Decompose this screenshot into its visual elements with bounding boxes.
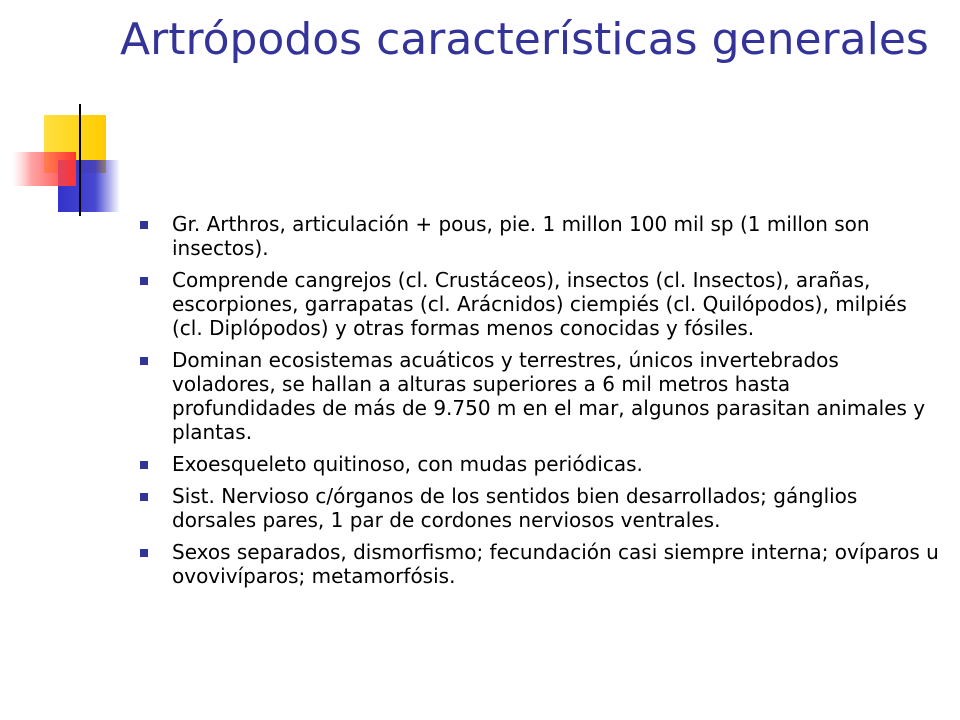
bullet-item — [140, 452, 940, 476]
square-bullet-icon — [140, 221, 148, 229]
bullet-item — [140, 212, 940, 260]
bullet-item — [140, 348, 940, 444]
square-bullet-icon — [140, 493, 148, 501]
bullet-text: Gr. Arthros, articulación + pous, pie. 1 millon 100 mil sp (1 millon son insectos). — [172, 212, 870, 260]
square-bullet-icon — [140, 461, 148, 469]
square-bullet-icon — [140, 357, 148, 365]
bullet-list — [140, 212, 940, 596]
bullet-item — [140, 484, 940, 532]
deco-yellow-square — [44, 115, 106, 173]
bullet-text: Sist. Nervioso c/órganos de los sentidos bien desarrollados; gánglios dorsales pares, 1 par de cordones nerviosos ventrales. — [172, 484, 858, 532]
slide-title: Artrópodos características generales — [120, 14, 929, 65]
square-bullet-icon — [140, 549, 148, 557]
deco-red-bar — [12, 152, 76, 186]
bullet-text: Comprende cangrejos (cl. Crustáceos), insectos (cl. Insectos), arañas, escorpiones, garrapatas (cl. Arácnidos) ciempiés (cl. Quilópodos), milpiés (cl. Diplópodos) y otras formas menos conocidas y fósiles. — [172, 268, 907, 340]
bullet-item — [140, 540, 940, 588]
bullet-text: Dominan ecosistemas acuáticos y terrestres, únicos invertebrados voladores, se hallan a alturas superiores a 6 mil metros hasta profundidades de más de 9.750 m en el mar, algunos parasitan animales y plantas. — [172, 348, 926, 444]
bullet-item — [140, 268, 940, 340]
bullet-text: Exoesqueleto quitinoso, con mudas periódicas. — [172, 452, 643, 476]
square-bullet-icon — [140, 277, 148, 285]
deco-blue-square — [58, 160, 120, 212]
bullet-text: Sexos separados, dismorfismo; fecundación casi siempre interna; ovíparos u ovovivíparos; metamorfósis. — [172, 540, 939, 588]
